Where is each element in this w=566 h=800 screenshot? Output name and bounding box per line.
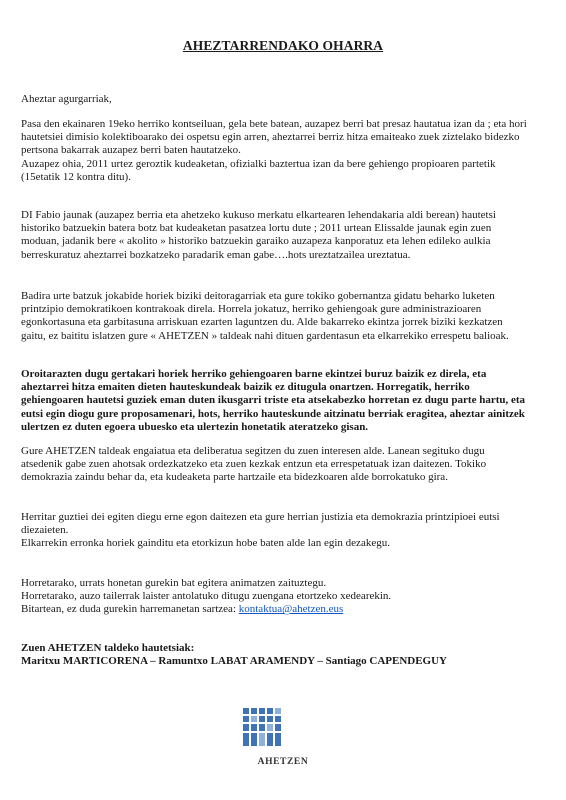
logo-bar [243,708,249,746]
paragraph-3 [21,290,549,343]
logo-gap [243,714,281,716]
signature-heading: Zuen AHETZEN taldeko hautetsiak: [21,642,195,654]
contact-email-link[interactable]: kontaktua@ahetzen.eus [238,603,344,616]
paragraph-5 [21,445,549,485]
paragraph-4-line: eutsi egin diogu gure proposamenari, hots, herriko hauteskunde aitzinatu berriak eragitea, aheztar ainitzek [21,407,525,420]
contact-prefix: Bitartean, ez duda gurekin harremanetan sartzea: [21,603,239,616]
contact-line [21,603,549,616]
logo-gap [243,731,281,733]
signature-names: Maritxu MARTICORENA – Ramuntxo LABAT ARAMENDY – Santiago CAPENDEGUY [21,655,447,668]
paragraph-2-line: historiko batzuekin batera botz bat kudeaketan pasatzea lortu dute ; 2011 urtean Elissalde jaunak egin zuen [21,222,492,235]
paragraph-1 [21,118,549,184]
paragraph-4-line: ulertzen ez duten egoera ubuesko eta ulertezin honetatik ateratzeko gisan. [21,420,369,433]
paragraph-4-bold [21,368,549,434]
paragraph-4-line: Oroitarazten dugu gertakari horiek herriko gehiengoaren barne ekintzei buruz baizik ez direla, eta [21,368,487,380]
logo-wordmark: AHETZEN [257,757,309,767]
paragraph-3-line: Badira urte batzuk jokabide horiek biziki deitoragarriak eta gure tokiko gobernantza gidatu beharko luketen [21,290,495,302]
paragraph-1-line: Auzapez ohia, 2011 urtez geroztik kudeaketan, ofizialki baztertua izan da bere gehiengo propioaren partetik [21,157,496,170]
paragraph-1-line: Pasa den ekainaren 19eko herriko kontseiluan, gela bete batean, auzapez berri bat presaz hautatua izan da ; eta hori [21,118,527,130]
paragraph-2-line: moduan, jadanik bere « akolito » historiko batzuekin garaiko auzapeza kanporatuz eta lehen edileko aulkia [21,235,491,248]
paragraph-1-line: pertsona bakarrak auzapez berri baten hautatzeko. [21,144,241,157]
paragraph-6 [21,511,549,551]
paragraph-7-line: Horretarako, urrats honetan gurekin bat egitera animatzen zaituztegu. [21,577,327,589]
logo-tile-light [267,724,273,731]
paragraph-5-line: demokrazia zaindu behar da, eta kudeaketa parte hartzaile eta bidezkoaren alde borrokatuko gira. [21,471,448,484]
paragraph-4-line: gehiengoaren hautetsi guziek eman duten ikusgarri triste eta atsekabezko horretan ez dugu parte hartu, eta [21,394,526,407]
paragraph-7-line: Horretarako, auzo tailerrak laister antolatuko ditugu zuengana etortzeko xedearekin. [21,590,392,603]
logo-tile-light [275,708,281,714]
logo-gap [243,722,281,724]
paragraph-5-line: Gure AHETZEN taldeak engaiatua eta deliberatua segitzen du zuen interesen alde. Lanean segituko dugu [21,445,485,457]
paragraph-6-line: diezaieten. [21,524,69,537]
logo-bars [243,708,281,746]
paragraph-3-line: egonkortasuna eta garbitasuna arriskuan ezarten laguntzen du. Alde bakarreko ekintza jorrek biziki kezkatzen [21,316,503,329]
paragraph-4-line: aheztarrei hitza emaiten dieten hauteskundeak baizik ez ditugula onartzen. Horregatik, herriko [21,381,470,394]
logo-tile-light [251,716,257,722]
paragraph-2-line: berreskuratuz aheztarrei bozkatzeko paradarik eman gabe….hots ureztatzailea ureztatua. [21,248,411,261]
ahetzen-logo-icon [242,706,286,748]
paragraph-2-line: DI Fabio jaunak (auzapez berria eta ahetzeko kukuso merkatu elkartearen lehendakaria aldi berean) hautetsi [21,209,496,221]
paragraph-2 [21,209,549,262]
paragraph-5-line: atsedenik gabe zuen ahotsak ordezkatzeko eta zuen kezkak entzun eta errespetatuak izan daitezen. Tokiko [21,458,487,471]
paragraph-6-line: Herritar guztiei dei egiten diegu erne egon daitezen eta gure herrian justizia eta demokrazia printzipioei eutsi [21,511,500,523]
paragraph-1-line: (15etatik 12 kontra ditu). [21,170,131,183]
document-title: AHEZTARRENDAKO OHARRA [182,38,384,53]
logo-bar [251,708,257,746]
signature-block [21,642,549,668]
paragraph-3-line: printzipio demokratikoen kontrakoak direla. Horrela jokatuz, herriko gehiengoak gure administrazioaren [21,303,482,316]
paragraph-3-line: gaitu, ez baititu islatzen gure « AHETZEN » taldeak nahi dituen gardentasun eta elkarrekiko errespetu balioak. [21,329,509,342]
paragraph-7 [21,577,549,617]
logo-tile-light [259,733,265,746]
paragraph-1-line: hautetsiei dimisio kolektiboarako dei ospetsu egin arren, aheztarrei berriz hitza emaiteako zuek ziztelako bidezko [21,131,520,144]
paragraph-6-line: Elkarrekin erronka horiek gainditu eta etorkizun hobe baten alde lan egin dezakegu. [21,537,390,550]
greeting: Aheztar agurgarriak, [21,93,112,105]
